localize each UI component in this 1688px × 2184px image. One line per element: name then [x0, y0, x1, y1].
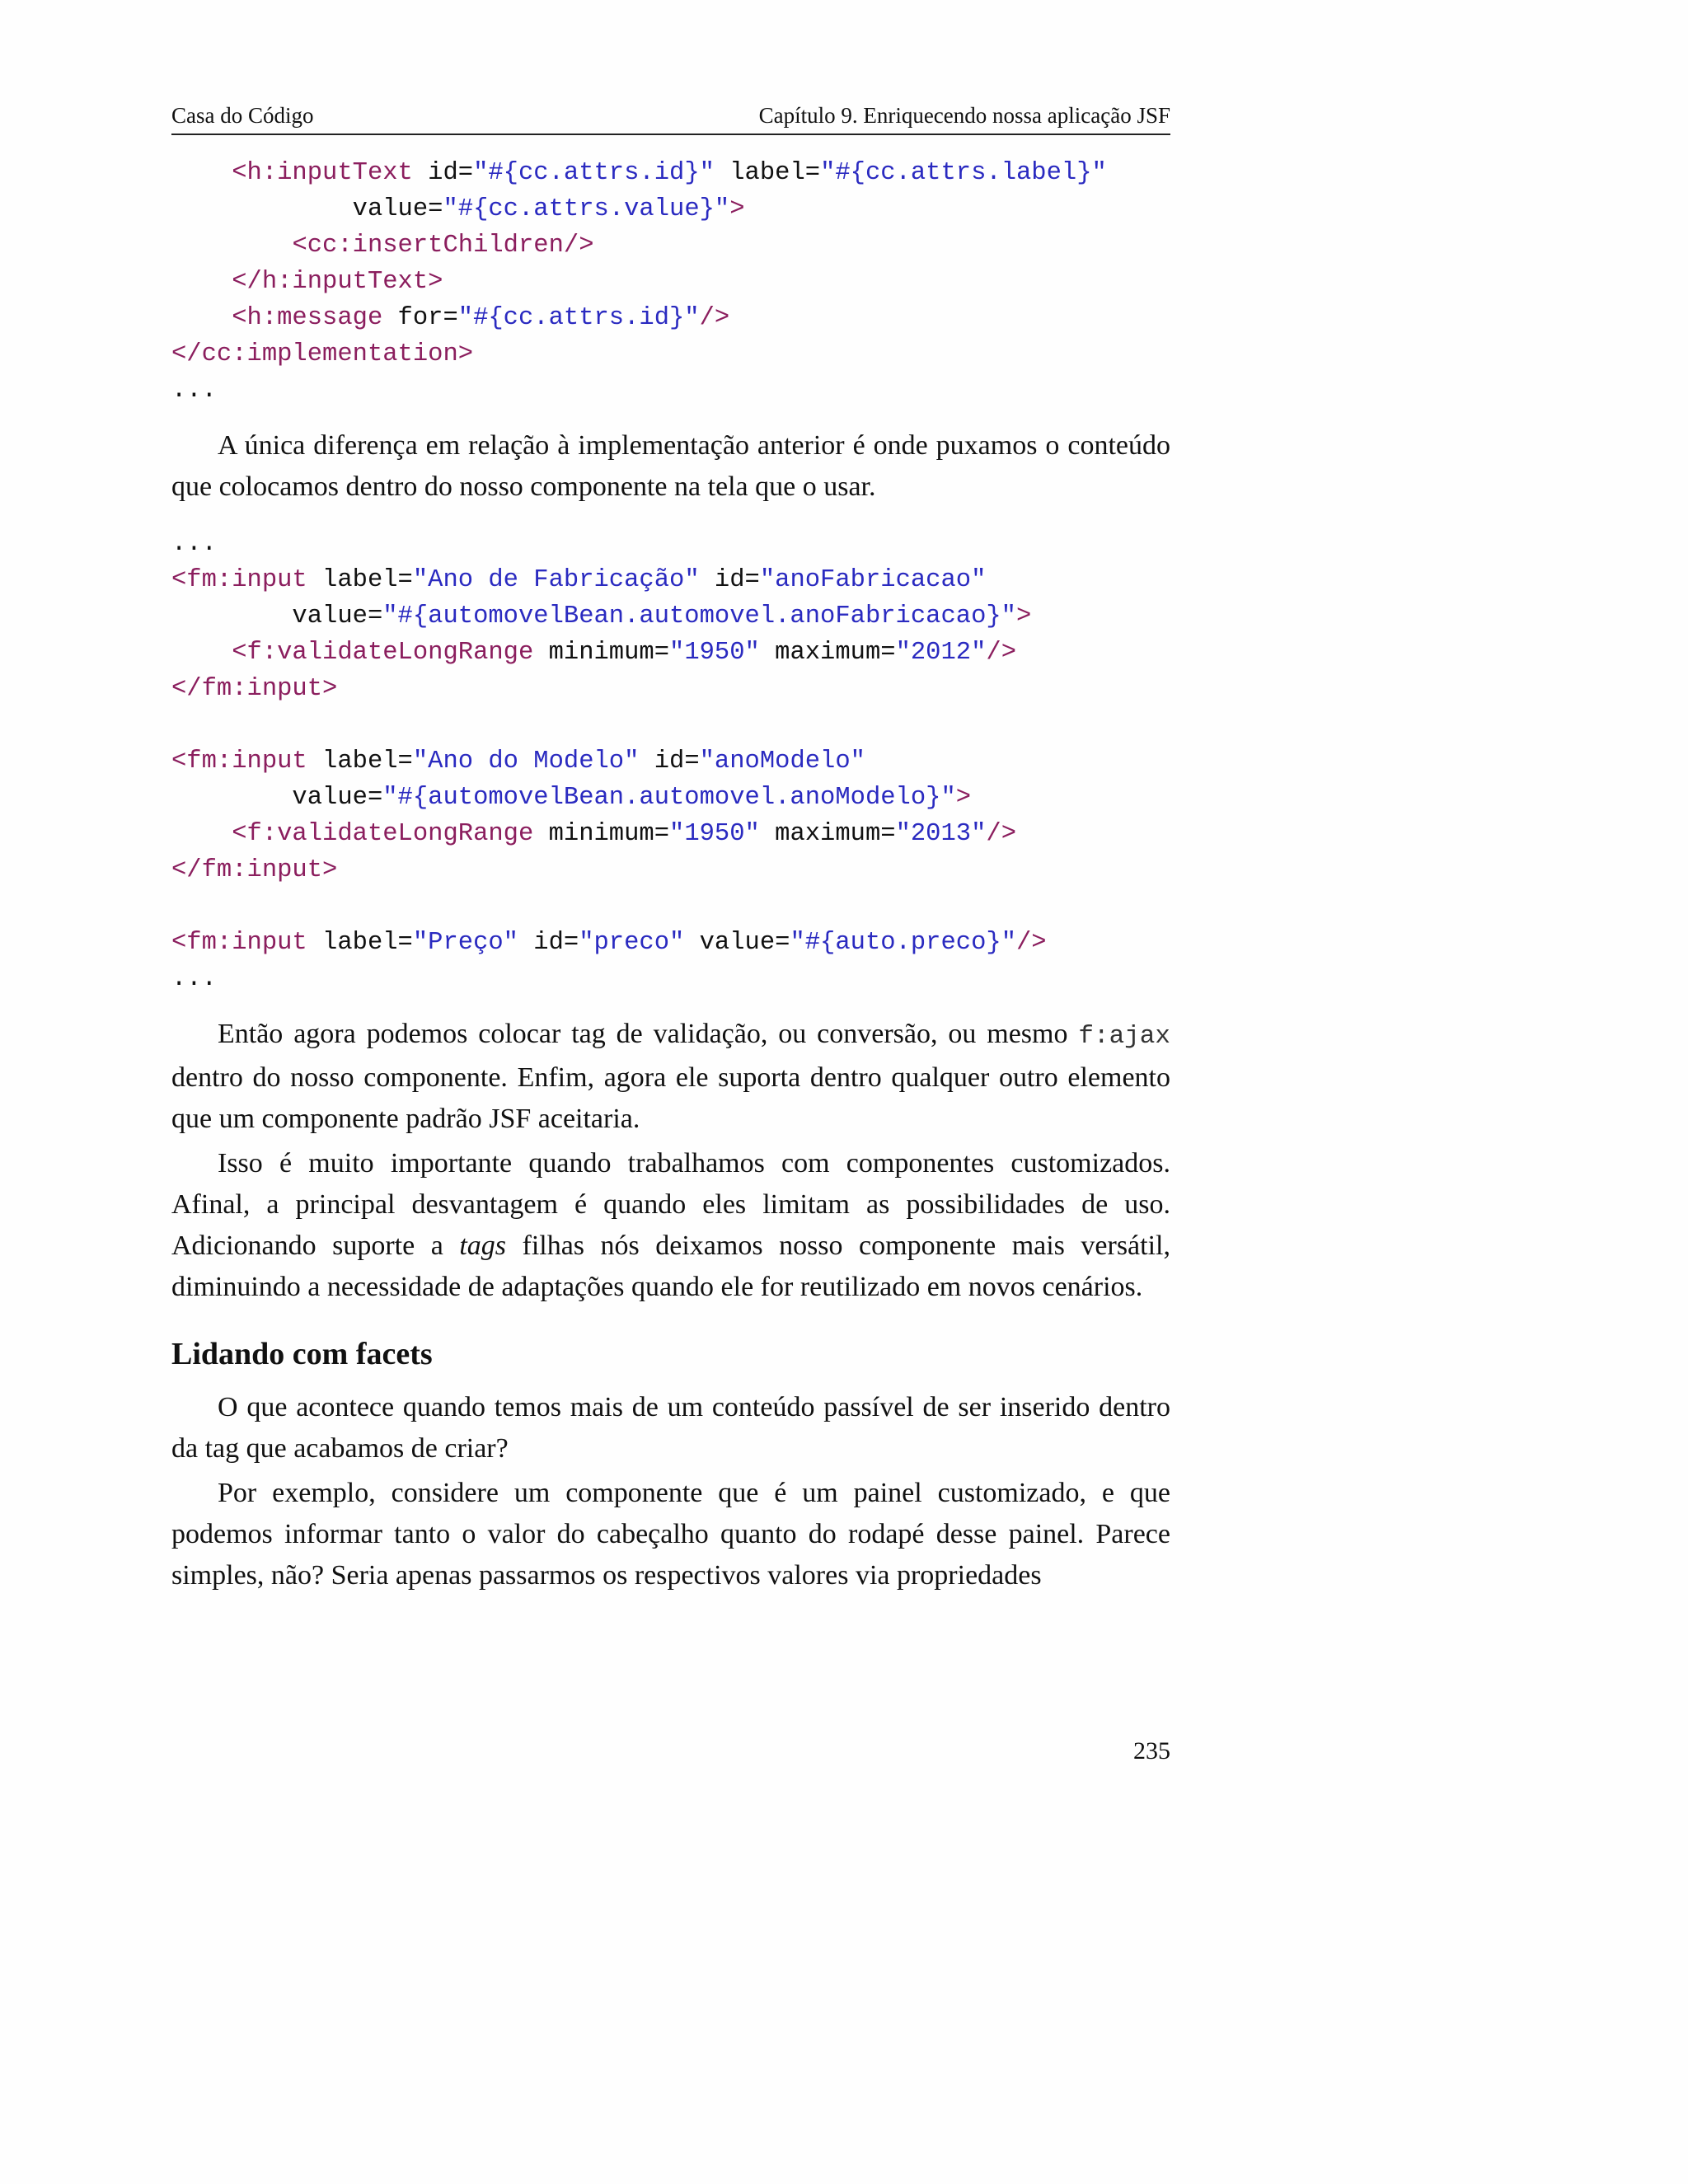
- code-tag-token: <fm:input: [171, 748, 307, 776]
- paragraph-importance-text-before: Isso é muito importante quando trabalhamos com componentes customizados. Afinal, a principal desvantagem é quando eles limitam as possibilidades de uso. Adicionando suporte a: [171, 1148, 1170, 1261]
- code-text-token: maximum=: [759, 820, 896, 848]
- code-text-token: label=: [307, 566, 413, 594]
- code-text-token: maximum=: [759, 639, 896, 667]
- code-tag-token: >: [1015, 602, 1032, 630]
- code-tag-token: <h:inputText: [232, 159, 413, 187]
- running-header: [171, 91, 1170, 135]
- code-tag-token: >: [729, 195, 745, 223]
- code-tag-token: <f:validateLongRange: [232, 639, 534, 667]
- paragraph-difference: A única diferença em relação à implementação anterior é onde puxamos o conteúdo que colocamos dentro do nosso componente na tela que o usar.: [171, 430, 1170, 502]
- code-string-token: "Ano de Fabricação": [412, 566, 700, 594]
- code-line: [171, 816, 1170, 852]
- code-line: [171, 961, 1170, 997]
- code-block-composite-implementation: [171, 155, 1170, 409]
- code-line: [171, 373, 1170, 409]
- code-line: [171, 743, 1170, 780]
- code-text-token: id=: [699, 566, 760, 594]
- paragraph-importance: [171, 1143, 1170, 1308]
- code-tag-token: />: [1016, 929, 1047, 957]
- code-line: [171, 300, 1170, 336]
- code-string-token: "Ano do Modelo": [412, 748, 640, 776]
- paragraph-validation-text-before: Então agora podemos colocar tag de validação, ou conversão, ou mesmo: [218, 1019, 1079, 1049]
- code-line: [171, 191, 1170, 227]
- code-string-token: "2013": [895, 820, 987, 848]
- code-line: [171, 598, 1170, 635]
- code-text-token: [171, 268, 232, 296]
- code-string-token: "#{cc.attrs.id}": [473, 159, 715, 187]
- code-line: [171, 635, 1170, 671]
- code-string-token: "2012": [895, 639, 987, 667]
- code-string-token: "1950": [669, 639, 760, 667]
- code-line: [171, 264, 1170, 300]
- code-string-token: "#{auto.preco}": [790, 929, 1016, 957]
- code-line: [171, 671, 1170, 707]
- code-text-token: label=: [307, 929, 413, 957]
- inline-code-f-ajax: f:ajax: [1078, 1022, 1170, 1051]
- paragraph-example: Por exemplo, considere um componente que é um painel customizado, e que podemos informar tanto o valor do cabeçalho quanto do rodapé desse painel. Parece simples, não? Seria apenas passarmos os respectivos valores via propriedades: [171, 1478, 1170, 1591]
- code-text-token: label=: [714, 159, 821, 187]
- code-line: [171, 925, 1170, 961]
- code-text-token: ...: [171, 530, 217, 558]
- code-tag-token: </fm:input>: [171, 856, 338, 884]
- code-string-token: "anoFabricacao": [759, 566, 987, 594]
- code-tag-token: </cc:implementation>: [171, 340, 474, 368]
- header-chapter-title: Capítulo 9. Enriquecendo nossa aplicação JSF: [758, 103, 1170, 128]
- code-text-token: for=: [382, 304, 458, 332]
- code-line: [171, 227, 1170, 264]
- code-text-token: id=: [639, 748, 700, 776]
- header-book-title: Casa do Código: [171, 103, 314, 128]
- code-text-token: ...: [171, 965, 217, 993]
- code-text-token: ...: [171, 377, 217, 405]
- code-tag-token: <fm:input: [171, 566, 307, 594]
- code-line: [171, 888, 1170, 925]
- code-text-token: id=: [412, 159, 474, 187]
- code-text-token: id=: [518, 929, 579, 957]
- code-text-token: value=: [171, 784, 383, 812]
- paragraph-validation-text-after: dentro do nosso componente. Enfim, agora ele suporta dentro qualquer outro elemento que um componente padrão JSF aceitaria.: [171, 1062, 1170, 1134]
- code-tag-token: <f:validateLongRange: [232, 820, 534, 848]
- page-number: 235: [1133, 1737, 1170, 1765]
- code-string-token: "anoModelo": [699, 748, 865, 776]
- code-string-token: "#{automovelBean.automovel.anoFabricacao}": [382, 602, 1016, 630]
- code-string-token: "#{cc.attrs.label}": [820, 159, 1107, 187]
- code-tag-token: </h:inputText>: [232, 268, 443, 296]
- code-tag-token: />: [699, 304, 730, 332]
- code-text-token: label=: [307, 748, 413, 776]
- code-line: [171, 155, 1170, 191]
- code-line: [171, 336, 1170, 373]
- code-string-token: "#{automovelBean.automovel.anoModelo}": [382, 784, 956, 812]
- code-text-token: [171, 820, 232, 848]
- book-page: [171, 91, 1170, 1765]
- code-text-token: [171, 232, 292, 260]
- code-text-token: [171, 159, 232, 187]
- code-line: [171, 707, 1170, 743]
- code-tag-token: <cc:insertChildren/>: [292, 232, 594, 260]
- code-tag-token: >: [955, 784, 972, 812]
- code-string-token: "1950": [669, 820, 760, 848]
- code-string-token: "#{cc.attrs.value}": [443, 195, 730, 223]
- code-text-token: value=: [684, 929, 790, 957]
- code-line: [171, 852, 1170, 888]
- code-text-token: minimum=: [533, 820, 670, 848]
- code-line: [171, 562, 1170, 598]
- code-string-token: "#{cc.attrs.id}": [457, 304, 700, 332]
- code-line: [171, 780, 1170, 816]
- emphasis-tags: tags: [459, 1230, 506, 1261]
- code-tag-token: </fm:input>: [171, 675, 338, 703]
- code-text-token: [171, 639, 232, 667]
- code-line: [171, 526, 1170, 562]
- code-tag-token: />: [986, 639, 1017, 667]
- code-text-token: value=: [171, 195, 443, 223]
- code-tag-token: <h:message: [232, 304, 383, 332]
- code-text-token: value=: [171, 602, 383, 630]
- paragraph-validation-tags: [171, 1014, 1170, 1140]
- code-tag-token: />: [986, 820, 1017, 848]
- code-block-fm-input-usage: [171, 526, 1170, 997]
- paragraph-importance-text-after: filhas nós deixamos nosso componente mais versátil, diminuindo a necessidade de adaptações quando ele for reutilizado em novos cenários.: [171, 1230, 1170, 1302]
- code-string-token: "Preço": [412, 929, 518, 957]
- code-text-token: minimum=: [533, 639, 670, 667]
- section-title: Lidando com facets: [171, 1337, 433, 1371]
- code-tag-token: <fm:input: [171, 929, 307, 957]
- code-string-token: "preco": [579, 929, 685, 957]
- code-text-token: [171, 304, 232, 332]
- paragraph-question: O que acontece quando temos mais de um conteúdo passível de ser inserido dentro da tag que acabamos de criar?: [171, 1392, 1170, 1464]
